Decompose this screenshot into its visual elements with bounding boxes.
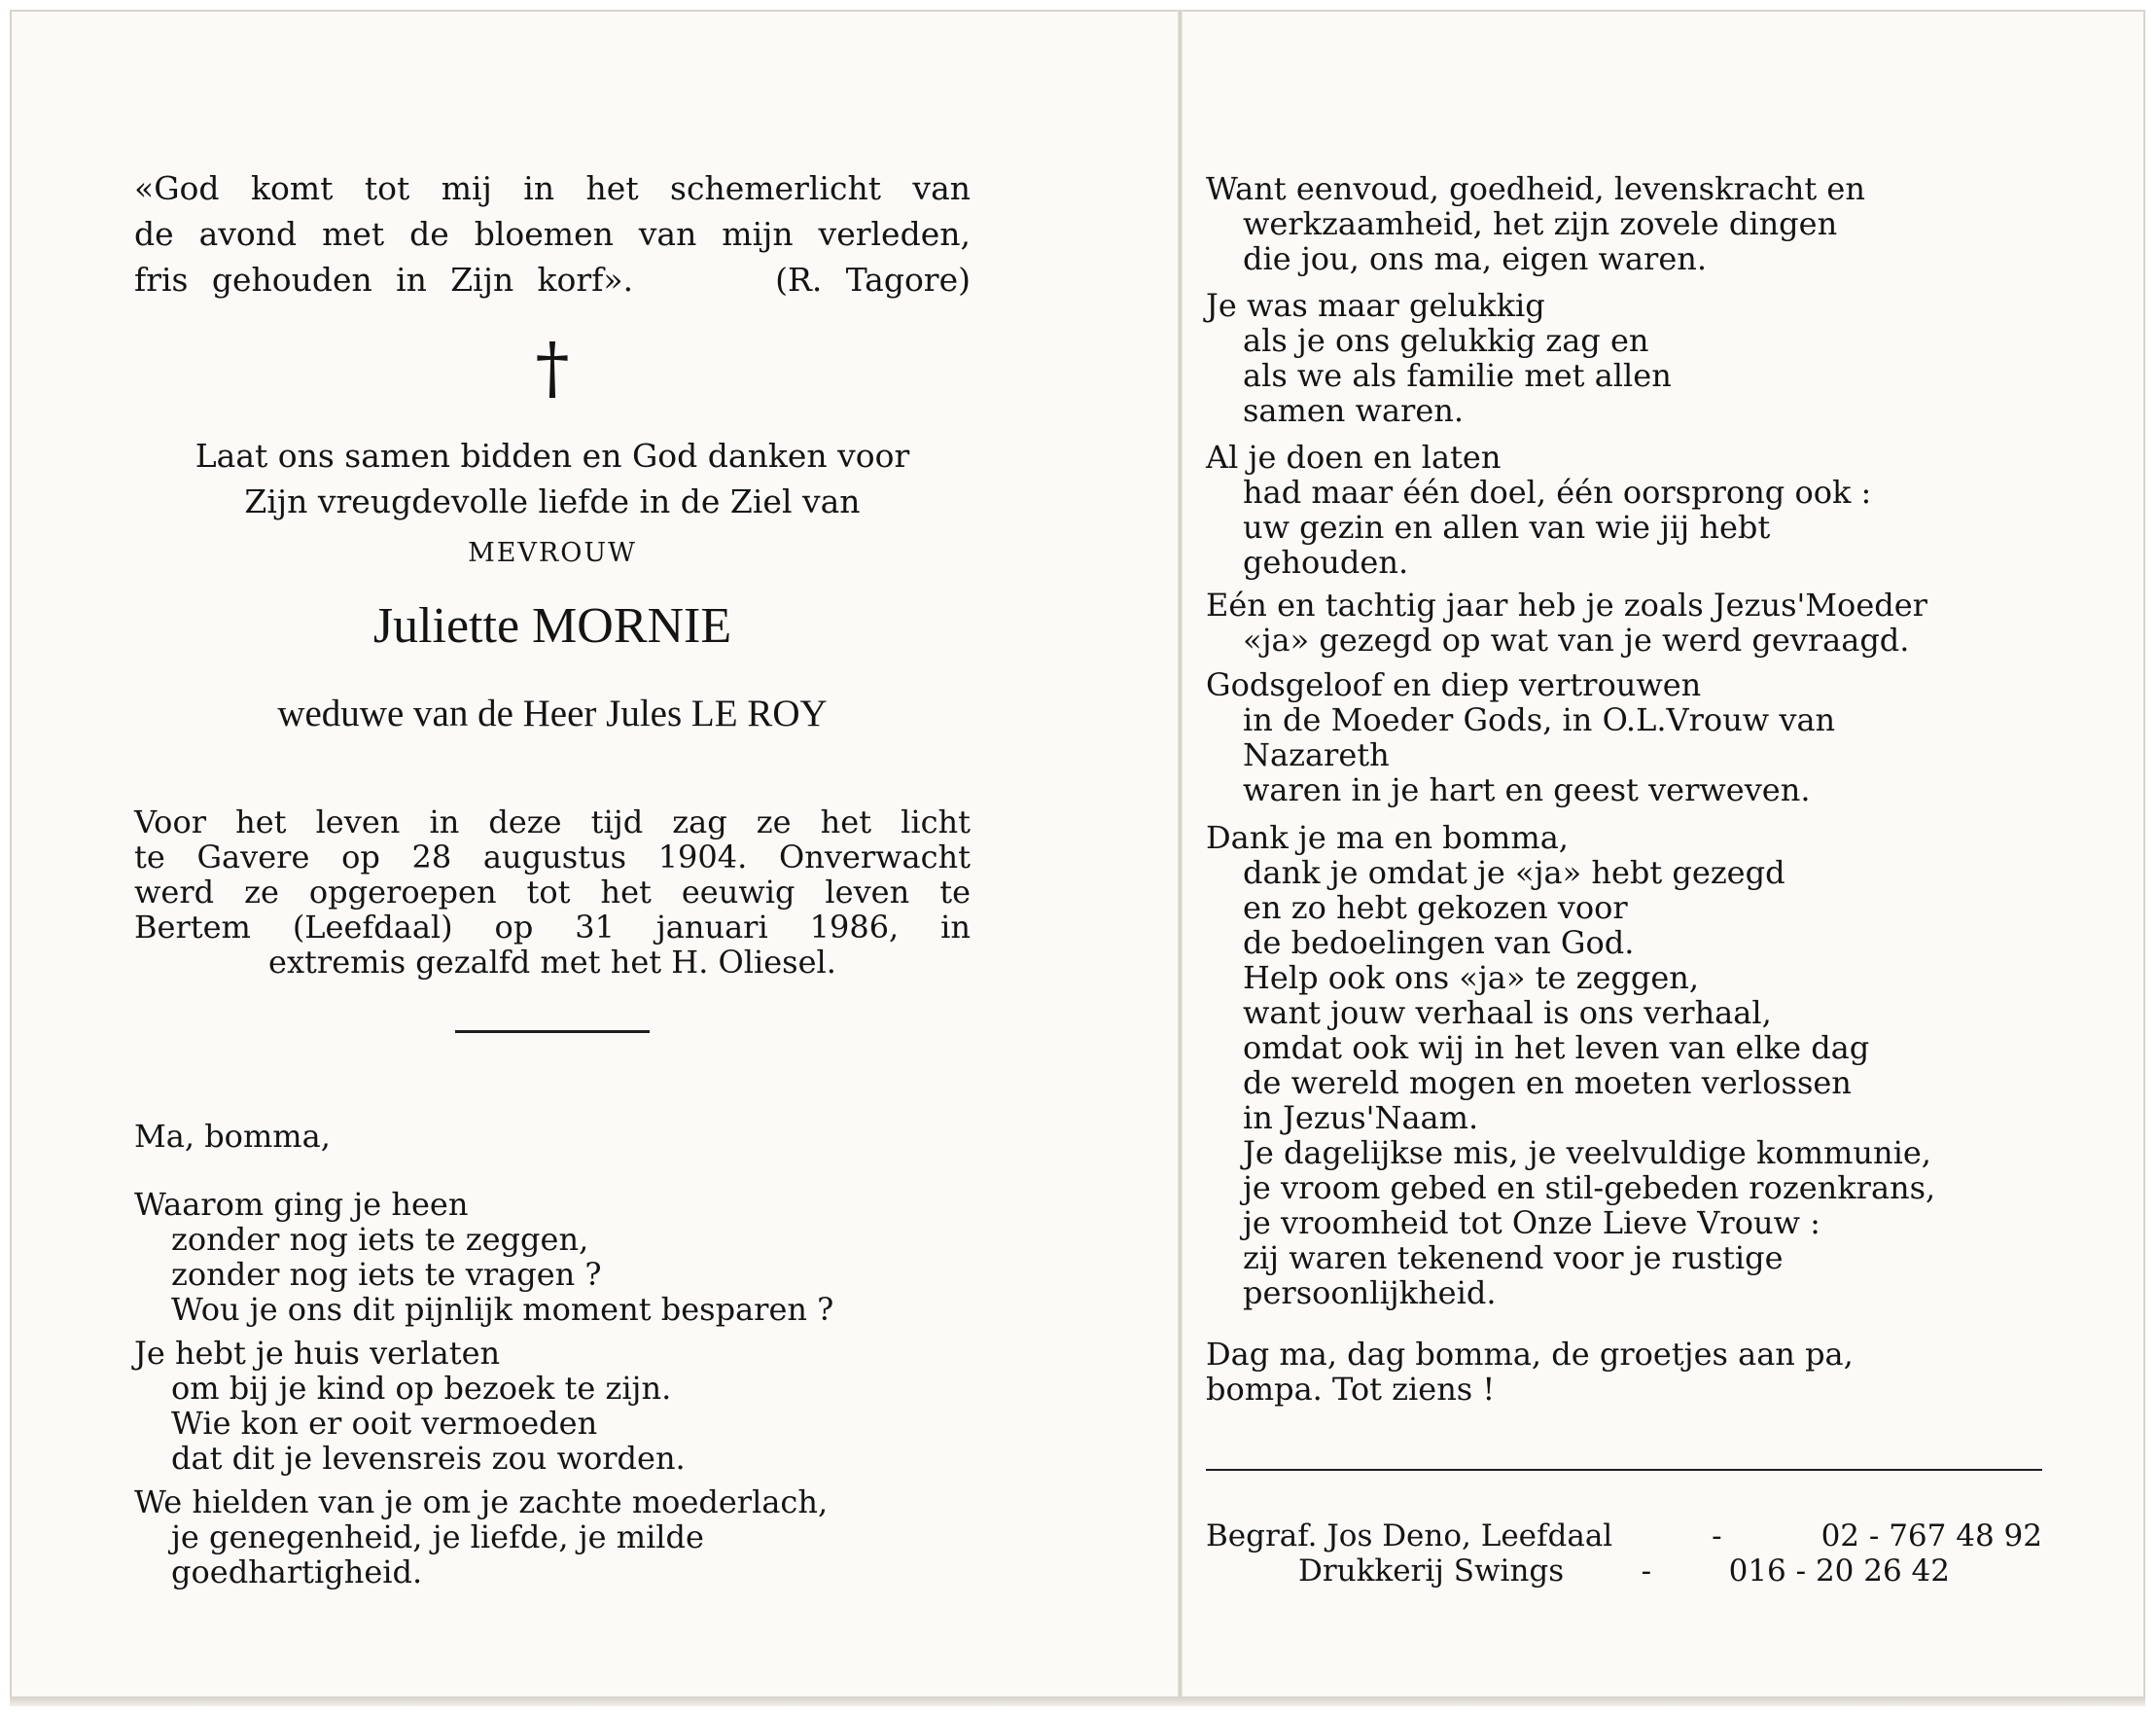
quote-line: fris gehouden in Zijn korf». (R. Tagore) <box>134 261 971 299</box>
poem-line: als je ons gelukkig zag en <box>1243 322 1649 359</box>
undertaker-phone: 02 - 767 48 92 <box>1820 1518 2042 1553</box>
poem-line: Dag ma, dag bomma, de groetjes aan pa, <box>1206 1336 1854 1373</box>
poem-line: persoonlijkheid. <box>1243 1274 1497 1311</box>
prayer-intro <box>134 433 971 524</box>
poem-line: en zo hebt gekozen voor <box>1243 889 1628 926</box>
poem-line: Nazareth <box>1243 736 1390 773</box>
poem-line: «ja» gezegd op wat van je werd gevraagd. <box>1243 622 1910 659</box>
intro-line: Laat ons samen bidden en God danken voor <box>194 437 910 475</box>
honorific-title: MEVROUW <box>468 538 637 568</box>
poem-stanza <box>1206 588 2042 658</box>
poem-line: je vroom gebed en stil-gebeden rozenkrans, <box>1243 1169 1936 1206</box>
bio-line: te Gavere op 28 augustus 1904. Onverwacht <box>134 839 971 875</box>
bio-line: Voor het leven in deze tijd zag ze het licht <box>134 803 971 840</box>
poem-line: waren in je hart en geest verweven. <box>1243 771 1811 808</box>
poem-stanza <box>1206 440 2042 580</box>
poem-line: Eén en tachtig jaar heb je zoals Jezus'Moeder <box>1206 587 1927 624</box>
bio-line: werd ze opgeroepen tot het eeuwig leven te <box>134 874 971 911</box>
bio-line: extremis gezalfd met het H. Oliesel. <box>268 944 836 981</box>
poem-line: want jouw verhaal is ons verhaal, <box>1243 994 1772 1031</box>
poem-line: We hielden van je om je zachte moederlach, <box>134 1483 829 1520</box>
undertaker-name: Begraf. Jos Deno, Leefdaal <box>1206 1518 1613 1553</box>
poem-stanza <box>1206 667 2042 807</box>
divider <box>455 1030 650 1033</box>
tagore-quote <box>134 165 971 303</box>
poem-line: in de Moeder Gods, in O.L.Vrouw van <box>1243 701 1836 738</box>
printer-row <box>1206 1553 2042 1589</box>
poem-line: werkzaamheid, het zijn zovele dingen <box>1243 205 1838 242</box>
poem-line: zij waren tekenend voor je rustige <box>1243 1239 1784 1276</box>
poem-line: bompa. Tot ziens ! <box>1206 1371 1496 1408</box>
poem-line: de wereld mogen en moeten verlossen <box>1243 1064 1852 1101</box>
bio-line: Bertem (Leefdaal) op 31 januari 1986, in <box>134 909 971 946</box>
undertaker-row <box>1206 1518 2042 1553</box>
quote-line: «God komt tot mij in het schemerlicht van <box>134 169 971 207</box>
poem-line: Wou je ons dit pijnlijk moment besparen ? <box>171 1291 834 1328</box>
deceased-name: Juliette MORNIE <box>372 598 732 654</box>
poem-line: goedhartigheid. <box>171 1553 423 1590</box>
cross-icon: † <box>535 328 570 408</box>
quote-line: de avond met de bloemen van mijn verleden, <box>134 215 971 253</box>
poem-line: die jou, ons ma, eigen waren. <box>1243 240 1708 277</box>
poem-line: Je was maar gelukkig <box>1206 287 1545 324</box>
printer-name: Drukkerij Swings <box>1298 1553 1565 1589</box>
poem-stanza <box>134 1484 971 1589</box>
card-bottom-edge <box>10 1696 2145 1706</box>
poem-line: dank je omdat je «ja» hebt gezegd <box>1243 854 1785 891</box>
poem-line: omdat ook wij in het leven van elke dag <box>1243 1029 1870 1066</box>
poem-line: Help ook ons «ja» te zeggen, <box>1243 959 1700 996</box>
printer-phone: 016 - 20 26 42 <box>1728 1553 1950 1589</box>
poem-stanza <box>1206 820 2042 1310</box>
poem-line: je vroomheid tot Onze Lieve Vrouw : <box>1243 1204 1820 1241</box>
poem-line: Waarom ging je heen <box>134 1186 469 1223</box>
separator: - <box>1712 1518 1722 1553</box>
poem-line: gehouden. <box>1243 544 1409 581</box>
poem-stanza <box>1206 288 2042 428</box>
closing-greeting <box>1206 1337 2042 1407</box>
poem-line: Godsgeloof en diep vertrouwen <box>1206 666 1702 703</box>
poem-stanza <box>134 1187 971 1327</box>
poem-line: Je dagelijkse mis, je veelvuldige kommunie, <box>1243 1134 1931 1171</box>
printer-credits <box>1206 1518 2042 1589</box>
poem-line: dat dit je levensreis zou worden. <box>171 1440 686 1477</box>
poem-line: als we als familie met allen <box>1243 357 1672 394</box>
card-fold <box>1178 10 1183 1704</box>
poem-line: samen waren. <box>1243 392 1465 429</box>
poem-line: zonder nog iets te vragen ? <box>171 1256 602 1293</box>
poem-line: had maar één doel, één oorsprong ook : <box>1243 474 1872 511</box>
poem-greeting: Ma, bomma, <box>134 1118 331 1155</box>
poem-line: Je hebt je huis verlaten <box>134 1335 501 1372</box>
widow-line: weduwe van de Heer Jules LE ROY <box>277 693 828 734</box>
poem-stanza <box>1206 171 2042 276</box>
poem-stanza <box>134 1336 971 1476</box>
poem-line: in Jezus'Naam. <box>1243 1099 1479 1136</box>
poem-line: Dank je ma en bomma, <box>1206 819 1569 856</box>
separator: - <box>1641 1553 1652 1589</box>
poem-line: zonder nog iets te zeggen, <box>171 1221 589 1258</box>
poem-line: de bedoelingen van God. <box>1243 924 1635 961</box>
intro-line: Zijn vreugdevolle liefde in de Ziel van <box>244 482 861 520</box>
poem-line: Wie kon er ooit vermoeden <box>171 1405 598 1442</box>
poem-line: Want eenvoud, goedheid, levenskracht en <box>1206 170 1865 207</box>
divider <box>1206 1469 2042 1471</box>
poem-line: uw gezin en allen van wie jij hebt <box>1243 509 1771 546</box>
biography <box>134 804 971 980</box>
poem-line: je genegenheid, je liefde, je milde <box>171 1518 704 1555</box>
poem-line: Al je doen en laten <box>1206 439 1502 476</box>
poem-line: om bij je kind op bezoek te zijn. <box>171 1370 672 1407</box>
